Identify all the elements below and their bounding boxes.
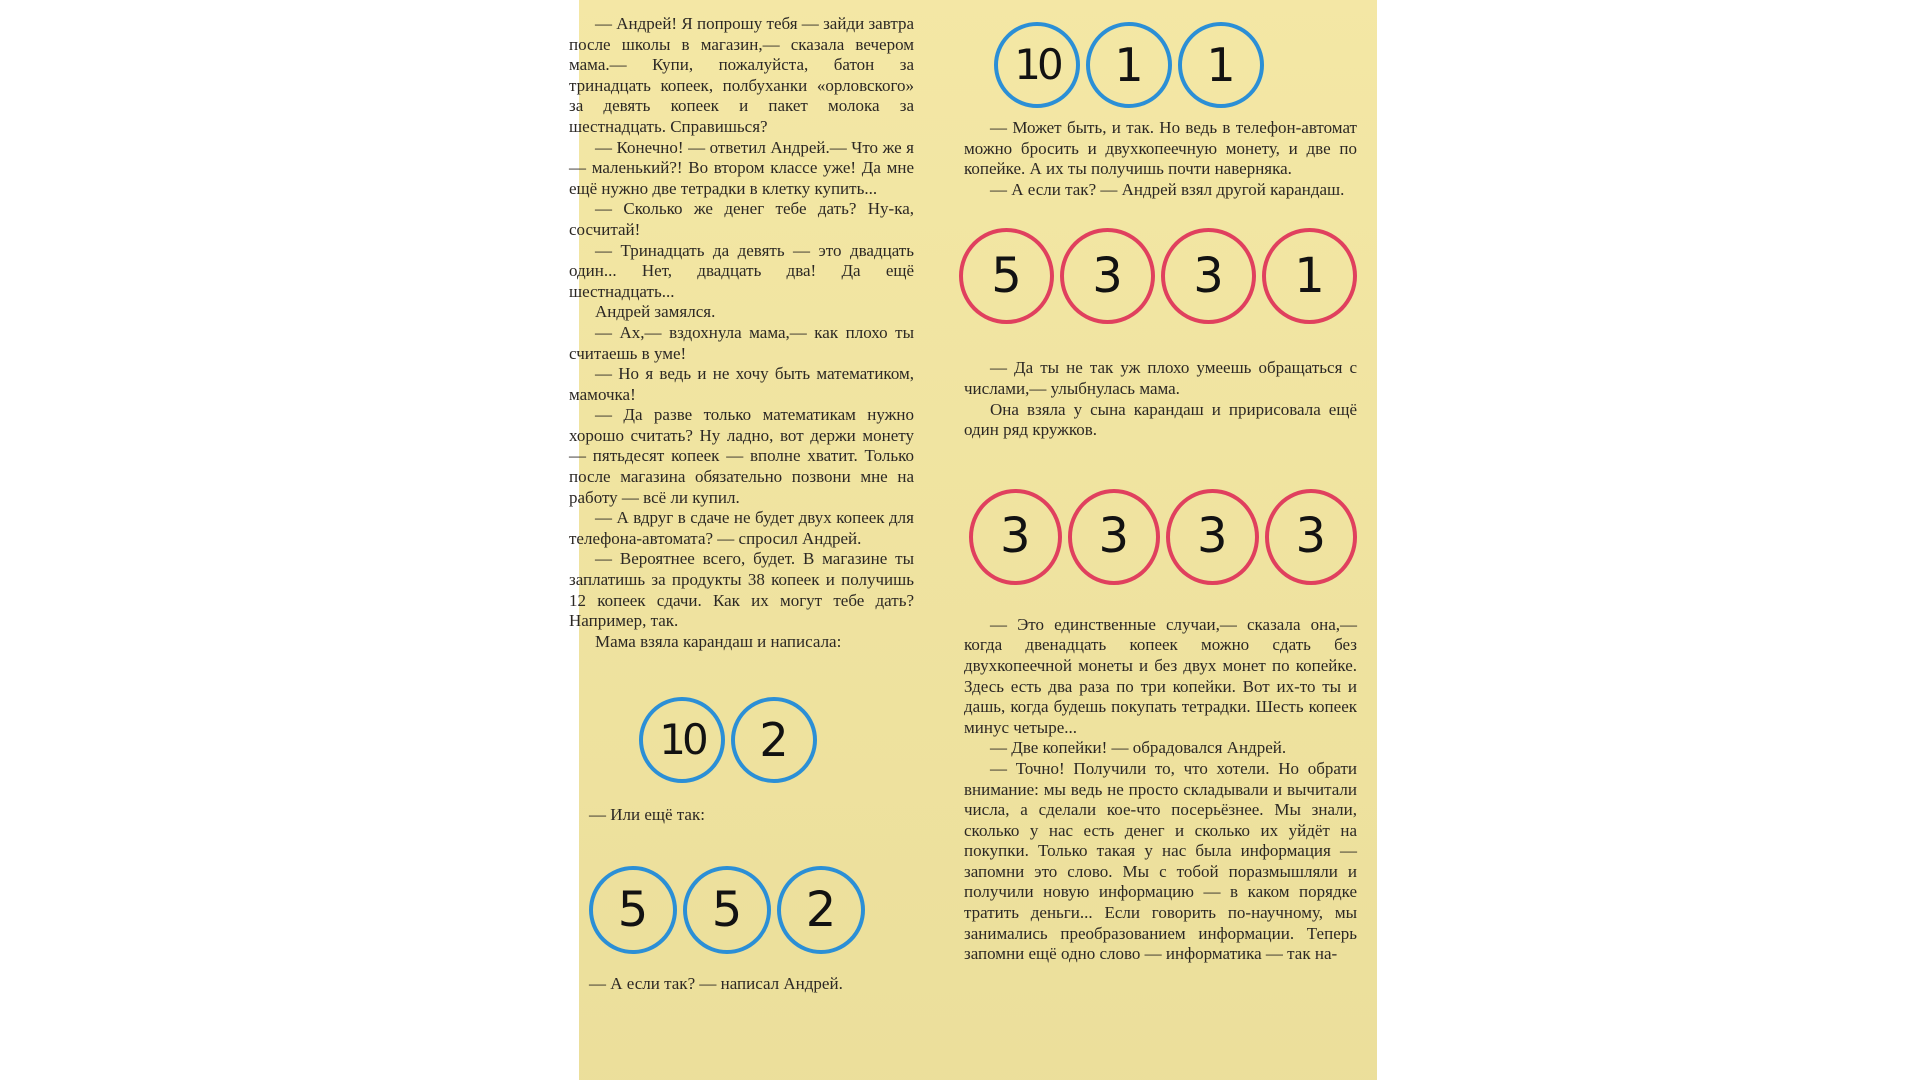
coin-circle: 3 <box>1068 489 1161 585</box>
caption: — Или ещё так: <box>589 805 705 825</box>
coin-circle: 3 <box>969 489 1062 585</box>
magazine-page <box>569 0 1377 1080</box>
paragraph: — Может быть, и так. Но ведь в телефон-автомат можно бросить и двухкопеечную монету, и две по копейке. А их ты получишь почти наверняка. <box>964 118 1357 179</box>
coin-circle: 5 <box>589 866 677 954</box>
paragraph: — Ах,— вздохнула мама,— как плохо ты считаешь в уме! <box>569 322 914 363</box>
paragraph: Андрей замялся. <box>595 302 716 322</box>
paragraph: — Тринадцать да девять — это двадцать один... Нет, двадцать два! Да ещё шестнадцать... <box>569 240 914 301</box>
coin-circle: 10 <box>639 697 725 783</box>
paragraph: — Точно! Получили то, что хотели. Но обрати внимание: мы ведь не просто складывали и вычитали числа, а сделали кое-что посерьёзнее. Мы знали, сколько у нас есть денег и сколько их уйдёт на покупки. Только такая у нас была информация — запомни это слово. Мы с тобой поразмышляли и получили новую информацию — в каком порядке тратить деньги... Если говорить по-научному, мы занимались преобразованием информации. Теперь запомни ещё одно слово — информатика — так на- <box>964 758 1357 964</box>
coin-circle: 1 <box>1178 22 1264 108</box>
paragraph: — А вдруг в сдаче не будет двух копеек для телефона-автомата? — спросил Андрей. <box>569 508 914 548</box>
paragraph: — Андрей! Я попрошу тебя — зайди завтра после школы в магазин,— сказала вечером мама.— Купи, пожалуйста, батон за тринадцать копеек, полбуханки «орловского» за девять копеек и пакет молока за шестнадцать. Справишься? <box>569 14 914 136</box>
coin-circle: 2 <box>731 697 817 783</box>
coin-circle: 10 <box>994 22 1080 108</box>
coin-circle: 3 <box>1265 489 1358 585</box>
paragraph: — Конечно! — ответил Андрей.— Что же я — маленький?! Во втором классе уже! Да мне ещё нужно две тетрадки в клетку купить... <box>569 137 914 198</box>
coin-row-10-1-1 <box>994 22 1357 108</box>
caption: — А если так? — написал Андрей. <box>589 974 843 993</box>
left-column <box>569 0 914 1080</box>
paragraph: — Да разве только математикам нужно хорошо считать? Ну ладно, вот держи монету — пятьдесят копеек — вполне хватит. Только после магазина обязательно позвони мне на работу — всё ли купил. <box>569 405 914 507</box>
coin-circle: 2 <box>777 866 865 954</box>
paragraph: — Две копейки! — обрадовался Андрей. <box>990 738 1287 758</box>
paragraph: — Сколько же денег тебе дать? Ну-ка, сосчитай! <box>569 199 914 239</box>
coin-circle: 5 <box>683 866 771 954</box>
coin-circle: 3 <box>1161 228 1256 324</box>
coin-circle: 1 <box>1262 228 1357 324</box>
coin-circle: 1 <box>1086 22 1172 108</box>
right-column <box>964 0 1357 1080</box>
coin-circle: 3 <box>1060 228 1155 324</box>
coin-row-10-2 <box>639 697 914 783</box>
paragraph: Мама взяла карандаш и написала: <box>595 631 842 651</box>
paragraph: — Это единственные случаи,— сказала она,— когда двенадцать копеек можно сдать без двухкопеечной монеты и без двух монет по копейке. Здесь есть два раза по три копейки. Вот их-то ты и дашь, когда будешь покупать тетрадки. Шесть копеек минус четыре... <box>964 614 1357 737</box>
paragraph: Она взяла у сына карандаш и пририсовала ещё один ряд кружков. <box>964 399 1357 440</box>
paragraph: — А если так? — Андрей взял другой карандаш. <box>990 179 1345 199</box>
paragraph: — Вероятнее всего, будет. В магазине ты заплатишь за продукты 38 копеек и получишь 12 копеек сдачи. Как их могут тебе дать? Например, так. <box>569 549 914 631</box>
coin-circle: 5 <box>959 228 1054 324</box>
coin-circle: 3 <box>1166 489 1259 585</box>
paragraph: — Да ты не так уж плохо умеешь обращаться с числами,— улыбнулась мама. <box>964 358 1357 398</box>
coin-row-3-3-3-3 <box>969 489 1357 585</box>
coin-row-5-3-3-1 <box>959 228 1357 324</box>
paragraph: — Но я ведь и не хочу быть математиком, мамочка! <box>569 364 914 404</box>
coin-row-5-5-2 <box>589 866 914 954</box>
